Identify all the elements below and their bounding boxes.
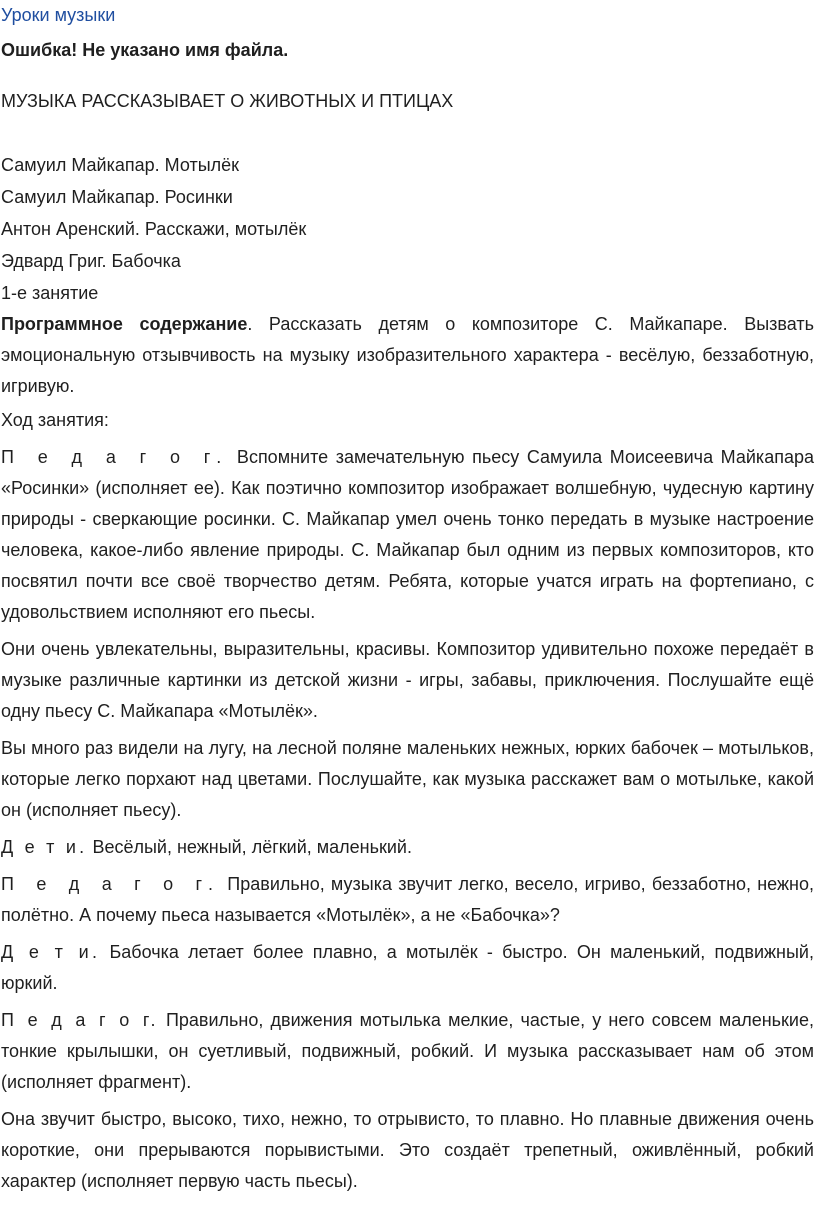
program-text: . Рассказать детям о композиторе С. Майкапаре. Вызвать эмоциональную отзывчивость на музыку изобразительного характера - весёлую, беззаботную, игривую. [1, 314, 814, 396]
work-item: Эдвард Григ. Бабочка [1, 251, 181, 271]
work-item: Антон Аренский. Расскажи, мотылёк [1, 219, 307, 239]
error-message: Ошибка! Не указано имя файла. [1, 40, 289, 60]
work-item: Самуил Майкапар. Росинки [1, 187, 233, 207]
speaker-children: Д е т и. [1, 942, 101, 962]
speaker-children: Д е т и. [1, 837, 88, 857]
section-title: МУЗЫКА РАССКАЗЫВАЕТ О ЖИВОТНЫХ И ПТИЦАХ [1, 91, 454, 111]
breadcrumb [1, 4, 814, 26]
program-paragraph [1, 309, 814, 402]
speaker-teacher: П е д а г о г. [1, 447, 230, 467]
dialogue-text: Весёлый, нежный, лёгкий, маленький. [87, 837, 412, 857]
dialogue-paragraph [1, 937, 814, 999]
dialogue-text: Бабочка летает более плавно, а мотылёк - быстро. Он маленький, подвижный, юркий. [1, 942, 814, 993]
dialogue-text: Правильно, музыка звучит легко, весело, игриво, беззаботно, нежно, полётно. А почему пьеса называется «Мотылёк», а не «Бабочка»? [1, 874, 814, 925]
dialogue-paragraph [1, 733, 814, 826]
dialogue-paragraph [1, 832, 814, 863]
breadcrumb-link-music-lessons[interactable]: Уроки музыки [1, 5, 116, 25]
dialogue-paragraph [1, 634, 814, 727]
program-heading: Программное содержание [1, 314, 248, 334]
dialogue-text: Вы много раз видели на лугу, на лесной поляне маленьких нежных, юрких бабочек – мотыльков, которые легко порхают над цветами. Послушайте, как музыка расскажет вам о мотыльке, какой он (исполняет пьесу). [1, 738, 814, 820]
lesson-label: 1-е занятие [1, 283, 99, 303]
speaker-teacher: П е д а г о г. [1, 874, 222, 894]
dialogue-paragraph [1, 1104, 814, 1197]
document-page [0, 4, 816, 1197]
course-label: Ход занятия: [1, 410, 109, 430]
work-item: Самуил Майкапар. Мотылёк [1, 155, 240, 175]
dialogue-paragraph [1, 869, 814, 931]
works-list [1, 149, 814, 277]
dialogue-text: Правильно, движения мотылька мелкие, частые, у него совсем маленькие, тонкие крылышки, он суетливый, подвижный, робкий. И музыка рассказывает нам об этом (исполняет фрагмент). [1, 1010, 815, 1092]
dialogue-paragraph [1, 1005, 814, 1098]
dialogue-text: Вспомните замечательную пьесу Самуила Моисеевича Майкапара «Росинки» (исполняет ее). Как поэтично композитор изображает волшебную, чудесную картину природы - сверкающие росинки. С. Майкапар умел очень тонко передать в музыке настроение человека, какое-либо явление природы. С. Майкапар был одним из первых композиторов, кто посвятил почти все своё творчество детям. Ребята, которые учатся играть на фортепиано, с удовольствием исполняют его пьесы. [1, 447, 814, 622]
dialogue-paragraph [1, 442, 814, 628]
dialogue-text: Она звучит быстро, высоко, тихо, нежно, то отрывисто, то плавно. Но плавные движения очень короткие, они прерываются порывистыми. Это создаёт трепетный, оживлённый, робкий характер (исполняет первую часть пьесы). [1, 1109, 814, 1191]
speaker-teacher: П е д а г о г. [1, 1010, 159, 1030]
dialogue-text: Они очень увлекательны, выразительны, красивы. Композитор удивительно похоже передаёт в музыке различные картинки из детской жизни - игры, забавы, приключения. Послушайте ещё одну пьесу С. Майкапара «Мотылёк». [1, 639, 814, 721]
